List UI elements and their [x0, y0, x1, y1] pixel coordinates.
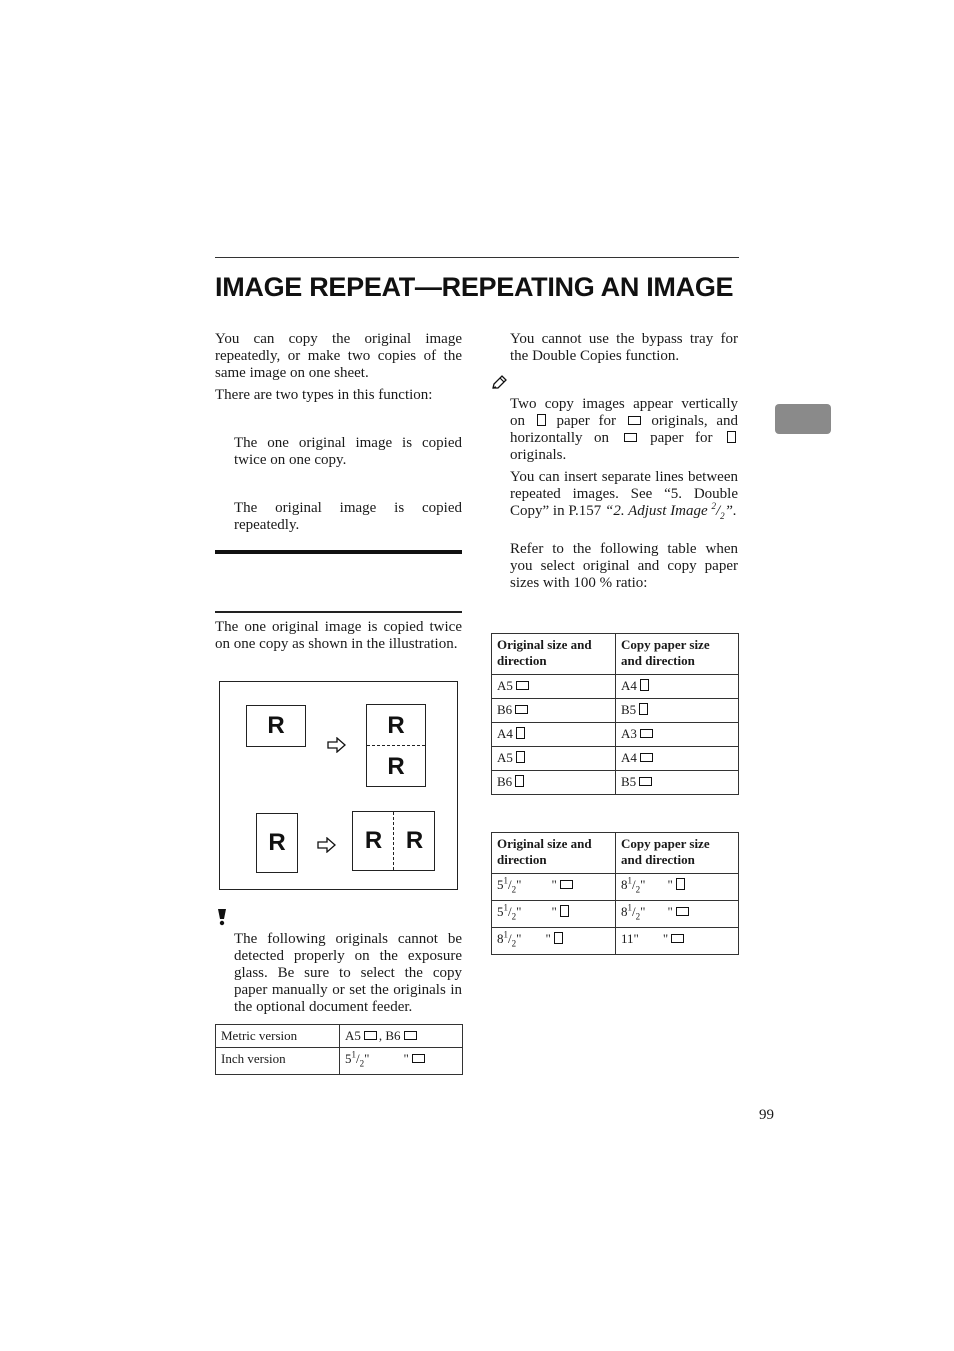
table-cell: A5 , B6 [340, 1025, 463, 1048]
table-cell: Inch version [216, 1048, 340, 1075]
table-cell: $5^1/_2$" " [492, 901, 616, 928]
r-letter: R [387, 711, 405, 739]
table-cell: B6 [492, 699, 616, 723]
table-cell: Metric version [216, 1025, 340, 1048]
table-row [216, 1025, 463, 1048]
table-cell: $5^1/_2$" " [340, 1048, 463, 1075]
limitation-text: The following originals cannot be detected properly on the exposure glass. Be sure to select the copy paper manually or set the originals in the optional document feeder. [234, 931, 462, 1015]
table-row [492, 928, 739, 955]
limitation-icon [216, 908, 228, 926]
title-rule [215, 257, 739, 258]
portrait-icon [639, 703, 648, 715]
limitation-table [215, 1024, 463, 1075]
r-letter: R [405, 827, 424, 854]
table-row [492, 901, 739, 928]
landscape-icon [639, 777, 652, 786]
chapter-tab-marker [775, 404, 831, 434]
portrait-icon [516, 727, 525, 739]
arrow-right-icon [317, 837, 337, 853]
original-portrait [256, 813, 298, 873]
pencil-note-icon [491, 375, 507, 390]
inch-size-table [491, 832, 739, 955]
table-cell: $8^1/_2$" " [492, 928, 616, 955]
portrait-icon [640, 679, 649, 691]
table-cell: $5^1/_2$" " [492, 874, 616, 901]
portrait-icon [560, 905, 569, 917]
double-copy-illustration [219, 681, 458, 890]
page-title: IMAGE REPEAT—REPEATING AN IMAGE [215, 272, 734, 302]
table-cell: B5 [616, 771, 739, 795]
table-row [492, 723, 739, 747]
note-separate-lines: You can insert separate lines between repeated images. See “5. Double Copy” in P.157 “2. Adjust Image $^2/_2$”. [510, 469, 738, 521]
intro-paragraph: You can copy the original image repeatedly, or make two copies of the same image on one sheet. [215, 331, 462, 381]
table-row [492, 699, 739, 723]
copy-image-bottom [367, 746, 425, 787]
landscape-icon [404, 1031, 417, 1040]
bypass-note: You cannot use the bypass tray for the Double Copies function. [510, 331, 738, 364]
landscape-icon [640, 729, 653, 738]
note-orientation: Two copy images appear vertically on paper for originals, and horizontally on paper for originals. [510, 396, 739, 463]
table-cell: A4 [616, 675, 739, 699]
table-row [216, 1048, 463, 1075]
page-number: 99 [759, 1107, 774, 1123]
table-header-cell: Original size and direction [492, 833, 616, 874]
table-cell: A4 [616, 747, 739, 771]
page-ref-link[interactable]: P.157 [568, 503, 602, 519]
intro-types-paragraph: There are two types in this function: [215, 387, 433, 403]
section-rule-thick [215, 550, 462, 554]
r-letter: R [387, 752, 405, 780]
metric-size-table [491, 633, 739, 795]
portrait-icon [554, 932, 563, 944]
table-cell: $8^1/_2$" " [616, 874, 739, 901]
note-table-reference: Refer to the following table when you select original and copy paper sizes with 100 % ratio: [510, 541, 738, 591]
landscape-icon [640, 753, 653, 762]
portrait-icon [516, 751, 525, 763]
landscape-icon [412, 1054, 425, 1063]
copy-image-right [394, 812, 435, 870]
table-cell: 11" " [616, 928, 739, 955]
table-header-row [492, 833, 739, 874]
copy-image-top [367, 705, 425, 746]
copy-image-left [353, 812, 394, 870]
section-rule-thin [215, 611, 462, 613]
landscape-icon [624, 433, 637, 442]
table-header-cell: Original size and direction [492, 634, 616, 675]
table-cell: A5 [492, 747, 616, 771]
type-double-copy-desc: The one original image is copied twice on one copy. [234, 435, 462, 468]
table-header-row [492, 634, 739, 675]
table-row [492, 874, 739, 901]
r-letter: R [364, 827, 383, 854]
table-row [492, 675, 739, 699]
portrait-icon [727, 431, 736, 443]
table-row [492, 747, 739, 771]
table-cell: A3 [616, 723, 739, 747]
landscape-icon [516, 681, 529, 690]
table-row [492, 771, 739, 795]
landscape-icon [560, 880, 573, 889]
table-cell: $8^1/_2$" " [616, 901, 739, 928]
portrait-icon [515, 775, 524, 787]
r-letter: R [268, 829, 286, 856]
landscape-icon [628, 416, 641, 425]
r-letter: R [267, 712, 285, 739]
original-landscape [246, 705, 306, 747]
table-header-cell: Copy paper size and direction [616, 634, 739, 675]
table-cell: A4 [492, 723, 616, 747]
landscape-icon [515, 705, 528, 714]
table-cell: B6 [492, 771, 616, 795]
arrow-right-icon [327, 737, 347, 753]
table-cell: A5 [492, 675, 616, 699]
landscape-icon [364, 1031, 377, 1040]
portrait-icon [676, 878, 685, 890]
table-cell: B5 [616, 699, 739, 723]
landscape-icon [676, 907, 689, 916]
copy-landscape-two-images [352, 811, 435, 871]
type-repeat-desc: The original image is copied repeatedly. [234, 500, 462, 533]
landscape-icon [671, 934, 684, 943]
copy-portrait-two-images [366, 704, 426, 787]
section-description: The one original image is copied twice on one copy as shown in the illustration. [215, 619, 462, 652]
portrait-icon [537, 414, 546, 426]
table-header-cell: Copy paper size and direction [616, 833, 739, 874]
